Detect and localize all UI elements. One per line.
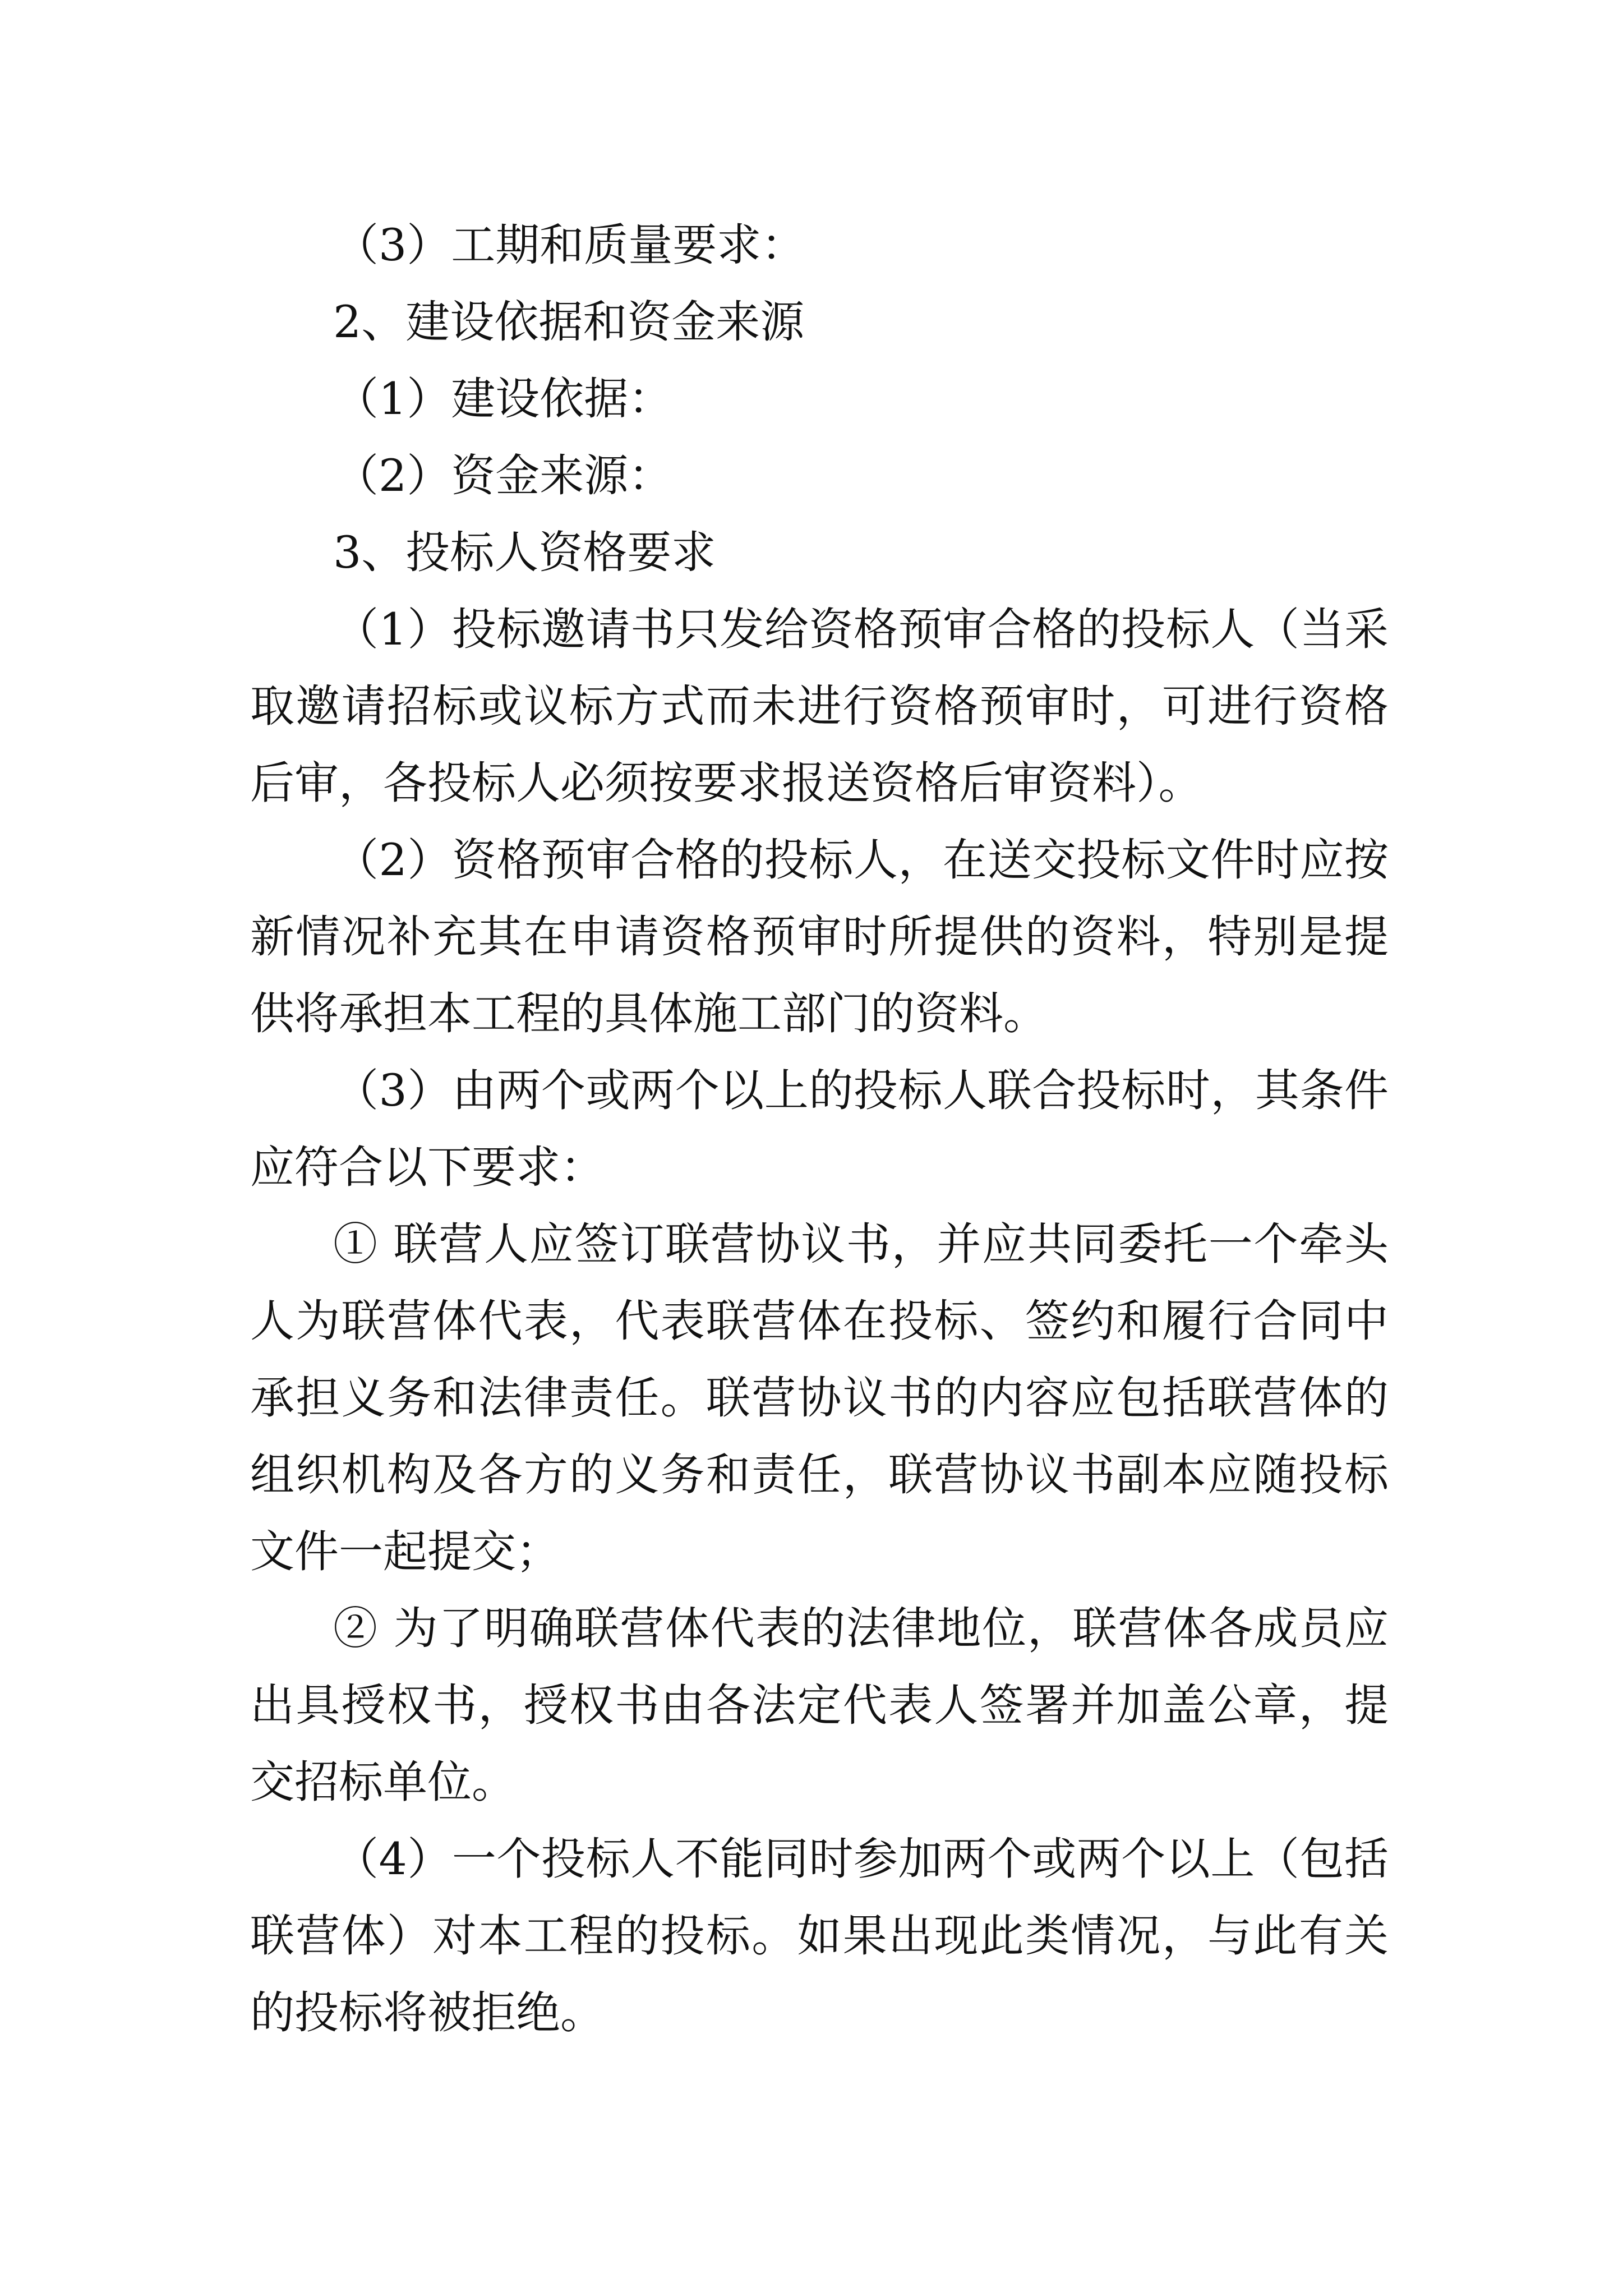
paragraph-prequalified-supplement: （2）资格预审合格的投标人，在送交投标文件时应按新情况补充其在申请资格预审时所提供的资料，特别是提供将承担本工程的具体施工部门的资料。 [250,834,1389,1039]
paragraph-joint-bidding: （3）由两个或两个以上的投标人联合投标时，其条件应符合以下要求： [250,1065,1389,1193]
paragraph-construction-basis: （1）建设依据： [334,373,673,425]
list-item-consortium-authorization: ② 为了明确联营体代表的法律地位，联营体各成员应出具授权书，授权书由各法定代表人签署并加盖公章，提交招标单位。 [250,1603,1389,1808]
paragraph-invitation-prequalified: （1）投标邀请书只发给资格预审合格的投标人（当采取邀请招标或议标方式而未进行资格预审时，可进行资格后审，各投标人必须按要求报送资格后审资料）。 [250,604,1389,809]
paragraph-funding-source: （2）资金来源： [334,450,673,501]
paragraph-construction-period-quality: （3）工期和质量要求： [334,219,806,271]
heading-bidder-qualification: 3、投标人资格要求 [333,527,716,578]
heading-basis-and-funding: 2、建设依据和资金来源 [333,296,805,348]
list-item-consortium-agreement: ① 联营人应签订联营协议书，并应共同委托一个牵头人为联营体代表，代表联营体在投标、签约和履行合同中承担义务和法律责任。联营协议书的内容应包括联营体的组织机构及各方的义务和责任，联营协议书副本应随投标文件一起提交； [250,1218,1389,1577]
paragraph-single-bid-restriction: （4）一个投标人不能同时参加两个或两个以上（包括联营体）对本工程的投标。如果出现此类情况，与此有关的投标将被拒绝。 [250,1833,1389,2039]
